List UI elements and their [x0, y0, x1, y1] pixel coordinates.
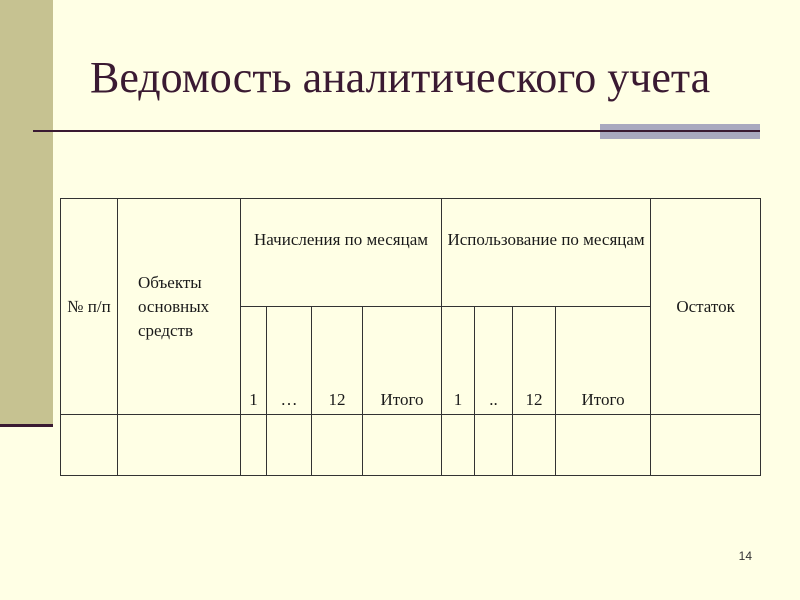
analytical-ledger-table [60, 198, 761, 476]
table-cell [363, 415, 442, 476]
table-cell [118, 415, 241, 476]
header-usage-group: Использование по месяцам [442, 199, 651, 307]
header-number: № п/п [61, 199, 118, 415]
subheader-usage-ellipsis: .. [475, 307, 513, 415]
table-cell [556, 415, 651, 476]
header-accruals-group: Начисления по месяцам [241, 199, 442, 307]
table-cell [513, 415, 556, 476]
subheader-accrual-month-12: 12 [312, 307, 363, 415]
table-cell [312, 415, 363, 476]
table-cell [475, 415, 513, 476]
subheader-accrual-ellipsis: … [267, 307, 312, 415]
header-objects: Объекты основных средств [118, 199, 241, 415]
table-cell [651, 415, 761, 476]
subheader-usage-total: Итого [556, 307, 651, 415]
table-row [61, 415, 761, 476]
subheader-accrual-month-1: 1 [241, 307, 267, 415]
table-cell [267, 415, 312, 476]
header-balance: Остаток [651, 199, 761, 415]
page-number: 14 [738, 549, 752, 563]
left-band-underline [0, 424, 53, 427]
subheader-usage-month-12: 12 [513, 307, 556, 415]
subheader-accrual-total: Итого [363, 307, 442, 415]
title-divider-accent [600, 124, 760, 139]
slide-title: Ведомость аналитического учета [90, 53, 711, 102]
table-cell [61, 415, 118, 476]
table-cell [241, 415, 267, 476]
left-accent-band [0, 0, 53, 424]
table-cell [442, 415, 475, 476]
subheader-usage-month-1: 1 [442, 307, 475, 415]
